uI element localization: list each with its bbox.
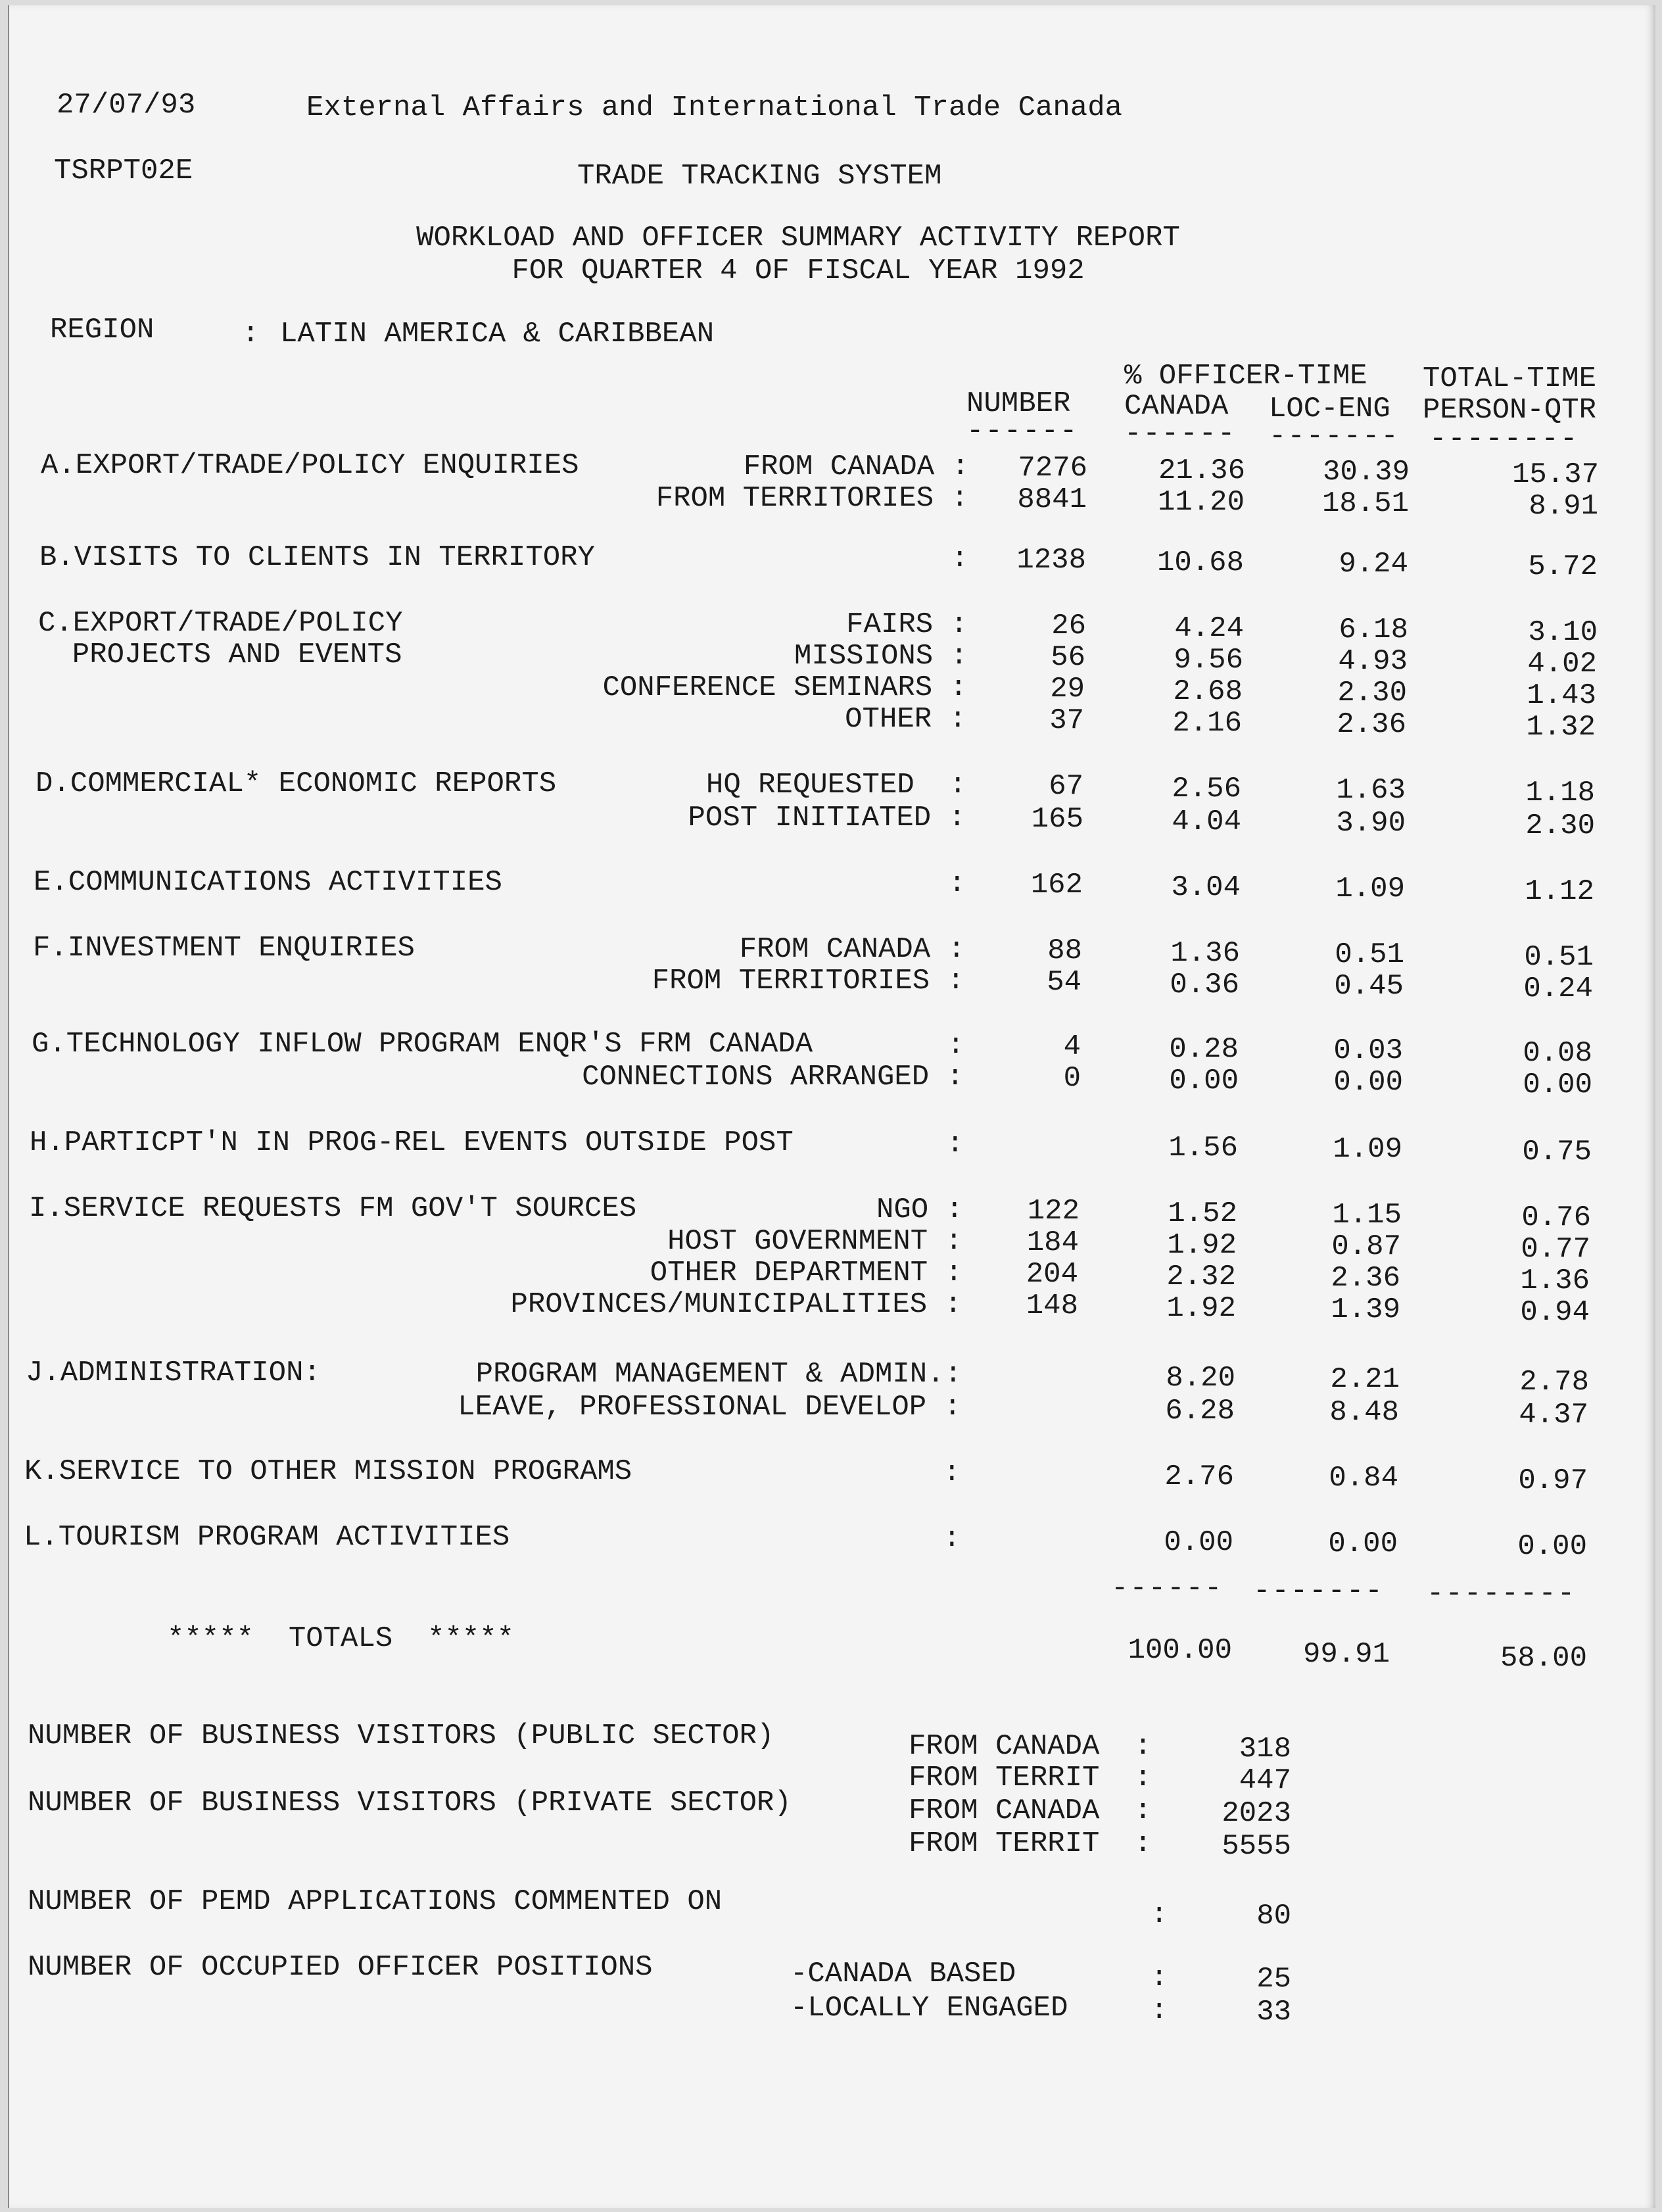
row-sublabel: : (947, 1029, 964, 1062)
col-number: NUMBER (966, 387, 1071, 420)
region-separator: : (242, 318, 260, 350)
row-sublabel: OTHER DEPARTMENT : (650, 1257, 962, 1289)
row-canada-pct: 10.68 (1156, 546, 1244, 579)
row-person-qtr: 0.00 (1523, 1069, 1592, 1101)
row-sublabel: HOST GOVERNMENT : (667, 1225, 962, 1258)
row-person-qtr: 0.97 (1518, 1464, 1588, 1497)
visitors-public-canada-value: 318 (1239, 1733, 1291, 1766)
col-loc-eng-rule: ------- (1269, 420, 1400, 453)
positions-label: NUMBER OF OCCUPIED OFFICER POSITIONS (28, 1951, 653, 1984)
row-canada-pct: 4.24 (1174, 612, 1244, 645)
visitors-private-from-canada: FROM CANADA : (909, 1794, 1152, 1827)
row-label: K.SERVICE TO OTHER MISSION PROGRAMS (24, 1455, 632, 1488)
row-loc-eng-pct: 4.93 (1338, 645, 1408, 678)
row-canada-pct: 6.28 (1165, 1395, 1235, 1428)
row-label: A.EXPORT/TRADE/POLICY ENQUIRIES (41, 449, 579, 482)
row-number: 165 (1031, 803, 1083, 836)
row-label: D.COMMERCIAL* ECONOMIC REPORTS (36, 767, 557, 800)
row-loc-eng-pct: 0.00 (1328, 1527, 1398, 1560)
row-canada-pct: 2.56 (1172, 773, 1241, 805)
visitors-public-territ-value: 447 (1239, 1764, 1291, 1797)
row-canada-pct: 11.20 (1157, 486, 1245, 519)
row-canada-pct: 1.52 (1168, 1197, 1237, 1230)
positions-local-sep: : (1151, 1994, 1168, 2027)
row-canada-pct: 4.04 (1172, 805, 1241, 838)
row-number: 37 (1049, 704, 1084, 737)
row-canada-pct: 0.00 (1169, 1065, 1239, 1097)
row-canada-pct: 9.56 (1174, 644, 1243, 677)
row-loc-eng-pct: 0.51 (1335, 938, 1404, 971)
row-person-qtr: 2.78 (1519, 1366, 1589, 1399)
row-sublabel: FROM TERRITORIES : (652, 965, 964, 998)
col-total-time: TOTAL-TIME (1423, 362, 1597, 395)
row-sublabel: NGO : (876, 1193, 963, 1226)
row-canada-pct: 2.32 (1166, 1261, 1236, 1293)
row-person-qtr: 8.91 (1529, 490, 1598, 523)
positions-canada-value: 25 (1256, 1963, 1291, 1996)
row-sublabel: CONFERENCE SEMINARS : (602, 671, 967, 704)
row-canada-pct: 1.92 (1166, 1292, 1236, 1325)
row-person-qtr: 1.32 (1526, 711, 1596, 744)
row-label: G.TECHNOLOGY INFLOW PROGRAM ENQR'S FRM CANADA (32, 1028, 813, 1061)
row-number: 56 (1051, 641, 1085, 674)
positions-canada-sep: : (1151, 1961, 1168, 1994)
row-loc-eng-pct: 0.00 (1333, 1066, 1403, 1099)
report-id: TSRPT02E (54, 155, 193, 187)
row-loc-eng-pct: 1.39 (1331, 1293, 1400, 1326)
row-loc-eng-pct: 1.63 (1336, 774, 1406, 807)
pemd-separator: : (1151, 1898, 1168, 1931)
positions-local-label: -LOCALLY ENGAGED (790, 1992, 1068, 2025)
row-person-qtr: 3.10 (1528, 616, 1598, 649)
row-loc-eng-pct: 1.15 (1332, 1199, 1402, 1232)
row-person-qtr: 0.51 (1524, 941, 1594, 974)
row-person-qtr: 4.37 (1519, 1399, 1588, 1431)
totals-person-qtr: 58.00 (1500, 1642, 1587, 1675)
row-canada-pct: 2.76 (1164, 1460, 1234, 1493)
row-number: 8841 (1017, 483, 1087, 516)
row-canada-pct: 0.00 (1164, 1526, 1233, 1559)
row-loc-eng-pct: 2.21 (1330, 1363, 1400, 1396)
row-sublabel: OTHER : (845, 703, 966, 736)
row-loc-eng-pct: 30.39 (1322, 456, 1410, 489)
col-loc-eng: LOC-ENG (1269, 393, 1390, 425)
row-person-qtr: 15.37 (1511, 458, 1599, 491)
row-loc-eng-pct: 0.84 (1329, 1462, 1398, 1495)
visitors-private-territ-value: 5555 (1222, 1830, 1291, 1863)
row-number: 204 (1026, 1258, 1078, 1291)
row-loc-eng-pct: 0.45 (1334, 970, 1404, 1003)
row-label: B.VISITS TO CLIENTS IN TERRITORY (39, 541, 595, 574)
row-number: 7276 (1018, 452, 1087, 485)
row-person-qtr: 4.02 (1527, 648, 1597, 681)
row-sublabel: PROGRAM MANAGEMENT & ADMIN.: (475, 1358, 962, 1391)
row-sublabel: FROM CANADA : (743, 450, 969, 483)
row-person-qtr: 0.08 (1523, 1037, 1592, 1070)
row-person-qtr: 1.12 (1525, 875, 1594, 908)
row-sublabel: : (946, 1128, 964, 1161)
report-title-line2: FOR QUARTER 4 OF FISCAL YEAR 1992 (511, 254, 1085, 287)
row-number: 54 (1047, 966, 1081, 999)
col-canada-rule: ------ (1124, 418, 1237, 450)
row-person-qtr: 0.75 (1522, 1136, 1592, 1168)
region-value: LATIN AMERICA & CARIBBEAN (280, 318, 715, 350)
row-label: PROJECTS AND EVENTS (37, 638, 402, 671)
row-number: 162 (1030, 869, 1083, 902)
row-label: I.SERVICE REQUESTS FM GOV'T SOURCES (29, 1192, 637, 1225)
visitors-public-from-canada: FROM CANADA : (909, 1730, 1152, 1763)
row-loc-eng-pct: 18.51 (1321, 487, 1409, 520)
row-sublabel: CONNECTIONS ARRANGED : (582, 1061, 964, 1094)
region-label: REGION (50, 314, 154, 347)
system-name: TRADE TRACKING SYSTEM (577, 160, 942, 193)
row-label: J.ADMINISTRATION: (26, 1357, 321, 1389)
col-officer-time: % OFFICER-TIME (1124, 360, 1367, 393)
row-loc-eng-pct: 0.03 (1333, 1034, 1403, 1067)
report-date: 27/07/93 (57, 89, 196, 122)
row-label: E.COMMUNICATIONS ACTIVITIES (34, 866, 502, 899)
row-loc-eng-pct: 2.30 (1337, 677, 1407, 709)
row-sublabel: MISSIONS : (794, 640, 968, 673)
col-person-qtr-rule: -------- (1429, 423, 1579, 456)
row-sublabel: : (943, 1456, 961, 1489)
row-person-qtr: 1.18 (1525, 777, 1595, 809)
col-person-qtr: PERSON-QTR (1423, 394, 1597, 427)
row-person-qtr: 2.30 (1525, 809, 1595, 842)
row-sublabel: HQ REQUESTED : (705, 769, 966, 802)
row-sublabel: : (948, 867, 966, 900)
totals-loc-eng: 99.91 (1302, 1638, 1390, 1671)
row-number: 122 (1027, 1195, 1080, 1228)
row-canada-pct: 1.56 (1168, 1132, 1238, 1165)
totals-rule-loc-eng: ------- (1253, 1575, 1384, 1608)
row-canada-pct: 0.28 (1169, 1033, 1239, 1066)
row-loc-eng-pct: 6.18 (1339, 613, 1408, 646)
row-person-qtr: 1.43 (1527, 679, 1596, 712)
report-page (8, 5, 1655, 2208)
row-number: 1238 (1016, 544, 1086, 577)
row-number: 184 (1026, 1226, 1079, 1259)
row-sublabel: FROM TERRITORIES : (655, 482, 968, 515)
row-loc-eng-pct: 2.36 (1337, 708, 1406, 741)
row-sublabel: LEAVE, PROFESSIONAL DEVELOP : (458, 1391, 961, 1424)
row-person-qtr: 0.24 (1523, 973, 1593, 1005)
row-canada-pct: 3.04 (1171, 871, 1241, 904)
row-number: 26 (1051, 610, 1086, 642)
visitors-private-from-territ: FROM TERRIT : (909, 1827, 1152, 1860)
row-loc-eng-pct: 9.24 (1339, 548, 1408, 581)
row-canada-pct: 1.92 (1167, 1229, 1237, 1262)
row-loc-eng-pct: 1.09 (1335, 873, 1405, 905)
organization-name: External Affairs and International Trade Canada (306, 91, 1123, 124)
row-sublabel: FAIRS : (846, 608, 968, 641)
positions-local-value: 33 (1256, 1996, 1291, 2029)
row-person-qtr: 1.36 (1520, 1264, 1590, 1297)
row-canada-pct: 0.36 (1170, 969, 1239, 1001)
row-label: C.EXPORT/TRADE/POLICY (38, 607, 403, 640)
row-person-qtr: 0.94 (1520, 1296, 1590, 1329)
visitors-private-canada-value: 2023 (1222, 1797, 1291, 1830)
row-label: H.PARTICPT'N IN PROG-REL EVENTS OUTSIDE POST (30, 1126, 794, 1159)
row-sublabel: PROVINCES/MUNICIPALITIES : (510, 1288, 962, 1321)
row-canada-pct: 8.20 (1166, 1362, 1235, 1395)
row-number: 88 (1047, 934, 1082, 967)
row-loc-eng-pct: 0.87 (1331, 1230, 1401, 1263)
positions-canada-label: -CANADA BASED (790, 1958, 1016, 1990)
row-label: L.TOURISM PROGRAM ACTIVITIES (24, 1521, 510, 1554)
pemd-label: NUMBER OF PEMD APPLICATIONS COMMENTED ON (28, 1885, 723, 1918)
totals-rule-person-qtr: -------- (1427, 1577, 1577, 1610)
row-loc-eng-pct: 1.09 (1333, 1133, 1402, 1166)
row-label: F.INVESTMENT ENQUIRIES (33, 932, 415, 965)
row-number: 0 (1063, 1062, 1081, 1095)
col-canada: CANADA (1124, 390, 1229, 423)
row-sublabel: POST INITIATED : (688, 802, 966, 834)
row-sublabel: : (951, 542, 968, 575)
totals-label: ***** TOTALS ***** (167, 1622, 515, 1655)
row-number: 67 (1049, 770, 1083, 803)
col-number-rule: ------ (966, 415, 1079, 448)
report-title-line1: WORKLOAD AND OFFICER SUMMARY ACTIVITY REPORT (416, 222, 1180, 254)
totals-canada: 100.00 (1128, 1634, 1232, 1667)
row-loc-eng-pct: 8.48 (1329, 1396, 1399, 1429)
row-loc-eng-pct: 3.90 (1336, 807, 1406, 840)
visitors-private-label: NUMBER OF BUSINESS VISITORS (PRIVATE SECTOR) (28, 1787, 792, 1819)
totals-rule-canada: ------ (1111, 1572, 1223, 1605)
row-sublabel: : (943, 1522, 961, 1555)
visitors-public-label: NUMBER OF BUSINESS VISITORS (PUBLIC SECTOR) (28, 1719, 774, 1752)
row-number: 29 (1050, 673, 1085, 706)
row-number: 4 (1063, 1030, 1081, 1063)
row-person-qtr: 0.00 (1517, 1530, 1587, 1563)
row-canada-pct: 21.36 (1158, 454, 1245, 487)
pemd-value: 80 (1256, 1900, 1291, 1933)
row-canada-pct: 2.68 (1173, 675, 1243, 708)
row-person-qtr: 0.76 (1521, 1201, 1591, 1234)
row-number: 148 (1026, 1289, 1078, 1322)
visitors-public-from-territ: FROM TERRIT : (909, 1762, 1152, 1794)
row-sublabel: FROM CANADA : (739, 933, 965, 966)
row-person-qtr: 5.72 (1528, 550, 1598, 583)
row-person-qtr: 0.77 (1521, 1233, 1590, 1266)
row-canada-pct: 1.36 (1170, 937, 1240, 970)
row-canada-pct: 2.16 (1172, 707, 1242, 740)
row-loc-eng-pct: 2.36 (1331, 1262, 1400, 1295)
